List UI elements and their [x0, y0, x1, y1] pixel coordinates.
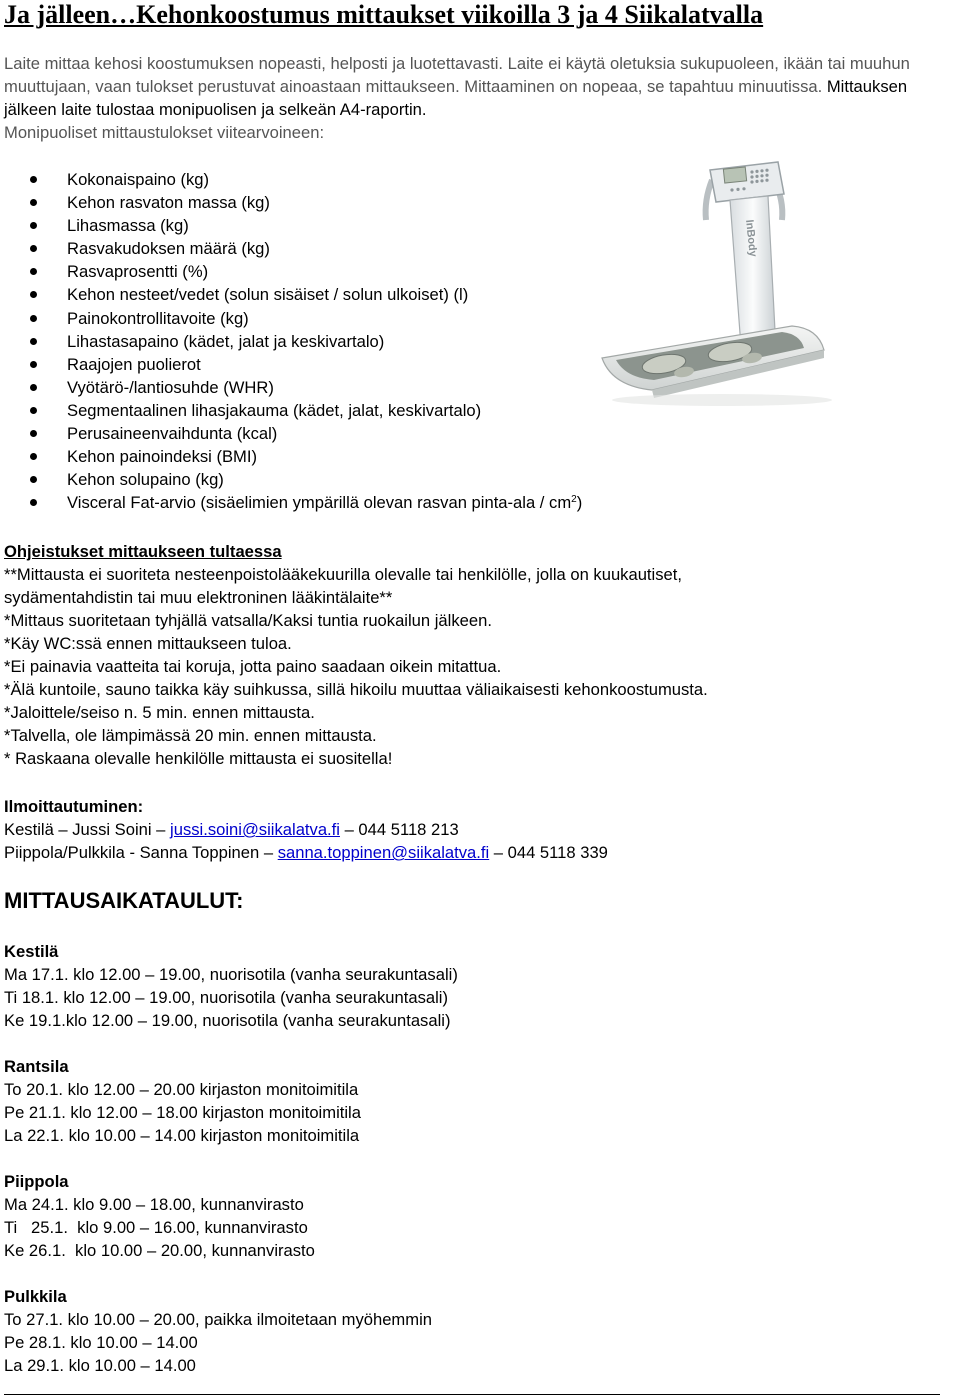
list-item: Segmentaalinen lihasjakauma (kädet, jalat, keskivartalo)	[30, 399, 582, 422]
schedule-line: Pe 21.1. klo 12.00 – 18.00 kirjaston monitoimitila	[4, 1103, 361, 1122]
contact-line: Kestilä – Jussi Soini – jussi.soini@siikalatva.fi – 044 5118 213	[4, 820, 459, 839]
bottom-divider	[4, 1394, 940, 1395]
bullet-icon	[30, 430, 37, 437]
instruction-line: *Älä kuntoile, sauno taikka käy suihkussa, sillä hikoilu muuttaa väliaikaisesti kehonkoostumusta.	[4, 680, 708, 699]
list-item: Kokonaispaino (kg)	[30, 168, 582, 191]
instructions-heading: Ohjeistukset mittaukseen tultaessa	[4, 542, 282, 561]
intro-report-text: Mittauksen jälkeen laite tulostaa monipuolisen ja selkeän A4-raportin.	[4, 77, 908, 119]
email-link[interactable]: jussi.soini@siikalatva.fi	[170, 820, 340, 839]
schedule-line: La 29.1. klo 10.00 – 14.00	[4, 1356, 196, 1375]
list-item: Lihasmassa (kg)	[30, 214, 582, 237]
bullet-icon	[30, 384, 37, 391]
schedule-line: Ma 24.1. klo 9.00 – 18.00, kunnanvirasto	[4, 1195, 304, 1214]
list-item: Lihastasapaino (kädet, jalat ja keskivartalo)	[30, 330, 582, 353]
list-item: Vyötärö-/lantiosuhde (WHR)	[30, 376, 582, 399]
bullet-icon	[30, 268, 37, 275]
schedule-line: Ke 19.1.klo 12.00 – 19.00, nuorisotila (vanha seurakuntasali)	[4, 1011, 451, 1030]
bullet-icon	[30, 361, 37, 368]
schedule-line: Ti 25.1. klo 9.00 – 16.00, kunnanvirasto	[4, 1218, 308, 1237]
svg-text:InBody: InBody	[743, 219, 759, 258]
bullet-icon	[30, 476, 37, 483]
registration-section	[4, 795, 608, 864]
list-item: Rasvaprosentti (%)	[30, 260, 582, 283]
schedule-line: Ke 26.1. klo 10.00 – 20.00, kunnanvirasto	[4, 1241, 315, 1260]
list-item: Kehon nesteet/vedet (solun sisäiset / solun ulkoiset) (l)	[30, 283, 582, 306]
bullet-icon	[30, 245, 37, 252]
list-item: Raajojen puolierot	[30, 353, 582, 376]
list-item: Perusaineenvaihdunta (kcal)	[30, 422, 582, 445]
email-link[interactable]: sanna.toppinen@siikalatva.fi	[277, 843, 490, 862]
schedule-pulkkila	[4, 1285, 432, 1377]
bullet-icon	[30, 453, 37, 460]
bullet-icon	[30, 222, 37, 229]
list-item: Rasvakudoksen määrä (kg)	[30, 237, 582, 260]
schedule-rantsila	[4, 1055, 361, 1147]
bullet-icon	[30, 407, 37, 414]
bullet-icon	[30, 338, 37, 345]
intro-paragraph	[4, 52, 959, 144]
registration-heading: Ilmoittautuminen:	[4, 797, 144, 816]
bullet-icon	[30, 176, 37, 183]
instruction-line: *Jaloittele/seiso n. 5 min. ennen mittausta.	[4, 703, 315, 722]
instruction-line: *Mittaus suoritetaan tyhjällä vatsalla/Kaksi tuntia ruokailun jälkeen.	[4, 611, 492, 630]
list-item: Visceral Fat-arvio (sisäelimien ympärillä olevan rasvan pinta-ala / $cm^2$)	[30, 491, 582, 514]
schedule-line: Ma 17.1. klo 12.00 – 19.00, nuorisotila (vanha seurakuntasali)	[4, 965, 458, 984]
list-item: Kehon rasvaton massa (kg)	[30, 191, 582, 214]
schedule-line: La 22.1. klo 10.00 – 14.00 kirjaston monitoimitila	[4, 1126, 360, 1145]
schedule-place: Piippola	[4, 1172, 69, 1191]
bullet-icon	[30, 199, 37, 206]
schedule-line: To 27.1. klo 10.00 – 20.00, paikka ilmoitetaan myöhemmin	[4, 1310, 432, 1329]
instructions-section	[4, 540, 708, 770]
schedule-place: Kestilä	[4, 942, 59, 961]
body-composition-analyzer-icon	[592, 150, 960, 410]
instruction-line: *Talvella, ole lämpimässä 20 min. ennen mittausta.	[4, 726, 377, 745]
schedule-kestila	[4, 940, 458, 1032]
instruction-line: sydämentahdistin tai muu elektroninen lääkintälaite**	[4, 588, 393, 607]
intro-text: Laite mittaa kehosi koostumuksen nopeasti, helposti ja luotettavasti. Laite ei käytä oletuksia sukupuoleen, ikään tai muuhun muuttujaan, vaan tulokset perustuvat ainoastaan mittaukseen. Mittaaminen on nopeaa, se tapahtuu minuutissa.	[4, 54, 910, 96]
schedule-line: To 20.1. klo 12.00 – 20.00 kirjaston monitoimitila	[4, 1080, 359, 1099]
list-item: Painokontrollitavoite (kg)	[30, 307, 582, 330]
schedule-heading: MITTAUSAIKATAULUT:	[4, 888, 244, 913]
measurement-list	[30, 168, 582, 514]
list-item: Kehon solupaino (kg)	[30, 468, 582, 491]
intro-results-lead: Monipuoliset mittaustulokset viitearvoineen:	[4, 123, 325, 142]
schedule-place: Rantsila	[4, 1057, 69, 1076]
schedule-place: Pulkkila	[4, 1287, 67, 1306]
list-item: Kehon painoindeksi (BMI)	[30, 445, 582, 468]
instruction-line: **Mittausta ei suoriteta nesteenpoistolääkekuurilla olevalle tai henkilölle, jolla on kuukautiset,	[4, 565, 682, 584]
schedule-piippola	[4, 1170, 315, 1262]
instruction-line: *Käy WC:ssä ennen mittaukseen tuloa.	[4, 634, 292, 653]
bullet-icon	[30, 499, 37, 506]
page-title: Ja jälleen…Kehonkoostumus mittaukset viikoilla 3 ja 4 Siikalatvalla	[4, 0, 764, 29]
schedule-line: Ti 18.1. klo 12.00 – 19.00, nuorisotila (vanha seurakuntasali)	[4, 988, 448, 1007]
contact-line: Piippola/Pulkkila - Sanna Toppinen – sanna.toppinen@siikalatva.fi – 044 5118 339	[4, 843, 608, 862]
instruction-line: *Ei painavia vaatteita tai koruja, jotta paino saadaan oikein mitattua.	[4, 657, 502, 676]
bullet-icon	[30, 315, 37, 322]
bullet-icon	[30, 291, 37, 298]
instruction-line: * Raskaana olevalle henkilölle mittausta ei suositella!	[4, 749, 393, 768]
schedule-line: Pe 28.1. klo 10.00 – 14.00	[4, 1333, 198, 1352]
